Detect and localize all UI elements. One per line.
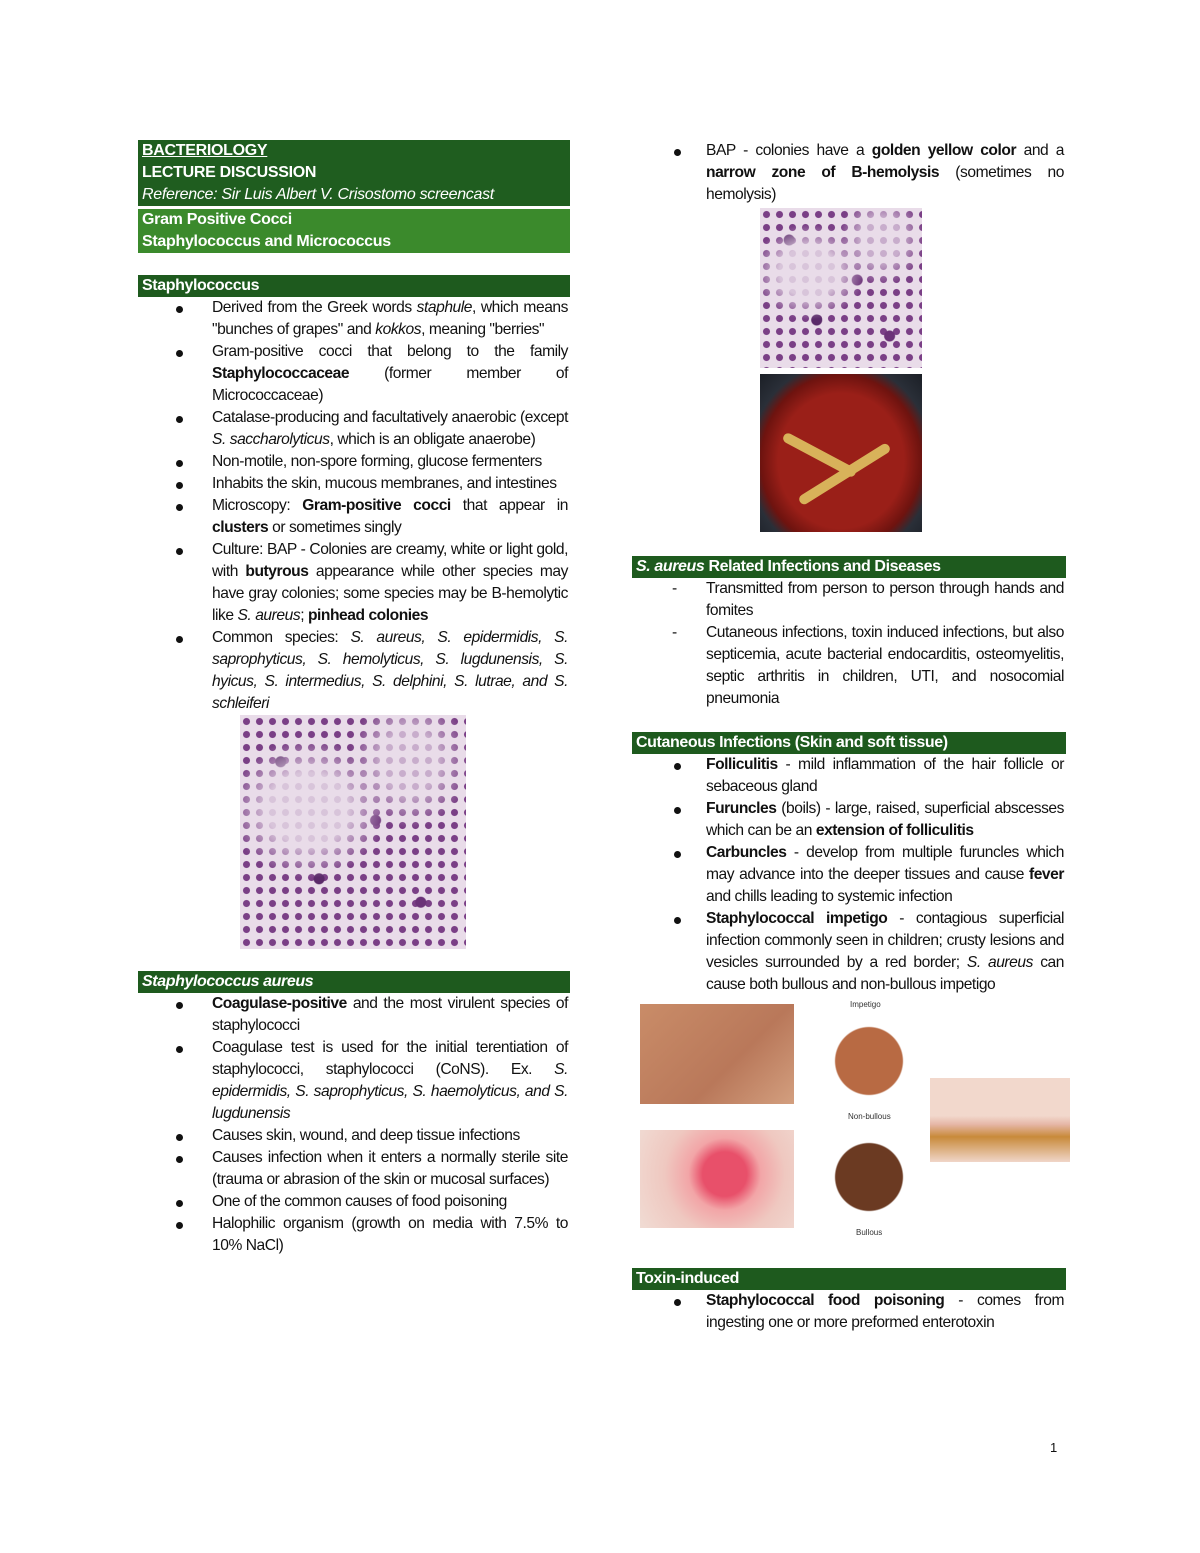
gram-stain-micrograph (240, 715, 466, 949)
bullet-marker (674, 149, 681, 156)
text-run: Inhabits the skin, mucous membranes, and intestines (212, 475, 557, 492)
text-run: Furuncles (706, 800, 777, 817)
list-item (632, 908, 1066, 996)
text-run: narrow zone of B-hemolysis (706, 164, 940, 181)
text-run: butyrous (245, 563, 309, 580)
section-header-cutaneous: Cutaneous Infections (Skin and soft tissue) (632, 732, 1066, 754)
right-column (632, 140, 1066, 1334)
text-run: appearance while other species may have gray colonies; some species may be B-hemolytic like (212, 563, 568, 624)
section-header-staphylococcus: Staphylococcus (138, 275, 570, 297)
child-impetigo-photo (930, 1078, 1070, 1162)
text-run: , which is an obligate anaerobe) (329, 431, 536, 448)
bullet-marker (176, 1200, 183, 1207)
text-run: S. aureus, S. epidermidis, S. saprophyticus, S. hemolyticus, S. lugdunensis, S. hyicus, S. intermedius, S. delphini, S. lutrae, and S. schleiferi (212, 629, 568, 712)
bullet-list (632, 1290, 1066, 1334)
bullet-marker (674, 1299, 681, 1306)
bullet-marker (176, 306, 183, 313)
section-header-staphylococcus-aureus: Staphylococcus aureus (138, 971, 570, 993)
section-header-toxin-induced: Toxin-induced (632, 1268, 1066, 1290)
text-run: Gram-positive cocci (302, 497, 451, 514)
bullet-marker (176, 1002, 183, 1009)
non-bullous-impetigo-photo (820, 1012, 918, 1110)
text-run: S. aureus (966, 954, 1033, 971)
text-run: (former member of Micrococcaceae) (212, 365, 568, 404)
dash-list (632, 578, 1066, 710)
blood-agar-plate-photo (760, 374, 922, 532)
list-item (632, 754, 1066, 798)
text-run: - contagious superficial infection commonly seen in children; crusty lesions and vesicles surrounded by a red border; (706, 910, 1064, 971)
list-item (138, 1037, 570, 1125)
bullet-list (138, 993, 570, 1257)
text-run: Cutaneous infections, toxin induced infections, but also septicemia, acute bacterial endocarditis, osteomyelitis, septic arthritis in children, UTI, and nosocomial pneumonia (706, 624, 1064, 707)
bullet-marker (674, 917, 681, 924)
text-run: BAP - colonies have a (706, 142, 872, 159)
text-run: or sometimes singly (268, 519, 402, 536)
text-run: golden yellow color (871, 142, 1017, 159)
text-run: (boils) - large, raised, superficial abscesses which can be an (706, 800, 1064, 839)
bullet-list (138, 297, 570, 715)
folliculitis-photo (640, 1004, 794, 1104)
text-run: Coagulase-positive (212, 995, 347, 1012)
page-number: 1 (1050, 1440, 1058, 1455)
colony-micrograph (760, 208, 922, 368)
text-run: and a (1016, 142, 1065, 159)
doc-type: LECTURE DISCUSSION (142, 164, 317, 181)
text-run: Staphylococcal impetigo (706, 910, 888, 927)
related-title-italic: S. aureus (636, 558, 705, 575)
text-run: and the most virulent species of staphylococci (212, 995, 568, 1034)
text-run: Coagulase test is used for the initial terentiation of staphylococci, staphylococci (CoNS). Ex. (212, 1039, 568, 1078)
doc-subtopic: Staphylococcus and Micrococcus (142, 233, 391, 250)
bullet-marker (176, 1222, 183, 1229)
dash-marker: - (672, 624, 677, 641)
impetigo-label: Impetigo (850, 1000, 881, 1009)
list-item (632, 842, 1066, 908)
list-item (138, 473, 570, 495)
doc-topic: Gram Positive Cocci (142, 211, 292, 228)
dash-marker: - (672, 580, 677, 597)
text-run: Culture: BAP - Colonies are creamy, white or light gold, with (212, 541, 568, 580)
list-item (138, 451, 570, 473)
list-item (138, 539, 570, 627)
text-run: kokkos (375, 321, 422, 338)
text-run: pinhead colonies (307, 607, 429, 624)
list-item (138, 993, 570, 1037)
bullet-list (632, 754, 1066, 996)
text-run: Halophilic organism (growth on media with 7.5% to 10% NaCl) (212, 1215, 568, 1254)
bullet-marker (674, 851, 681, 858)
text-run: - mild inflammation of the hair follicle or sebaceous gland (706, 756, 1064, 795)
doc-reference: Reference: Sir Luis Albert V. Crisostomo screencast (142, 186, 494, 203)
list-item (632, 578, 1066, 622)
text-run: clusters (212, 519, 269, 536)
text-run: Non-motile, non-spore forming, glucose fermenters (212, 453, 542, 470)
bullous-label: Bullous (856, 1228, 883, 1237)
bullet-marker (176, 1046, 183, 1053)
text-run: Staphylococcal food poisoning (706, 1292, 945, 1309)
bullet-marker (176, 482, 183, 489)
list-item (632, 622, 1066, 710)
bullet-marker (176, 350, 183, 357)
text-run: that appear in (450, 497, 568, 514)
list-item (138, 1147, 570, 1191)
bullet-marker (176, 460, 183, 467)
bullous-impetigo-photo (820, 1128, 918, 1226)
left-column (138, 140, 570, 1257)
text-run: , meaning "berries" (421, 321, 545, 338)
topic-block (138, 209, 570, 253)
list-item (632, 798, 1066, 842)
text-run: Carbuncles (706, 844, 787, 861)
list-item (138, 1191, 570, 1213)
list-item (138, 627, 570, 715)
text-run: ; (300, 607, 308, 624)
text-run: (sometimes no hemolysis) (706, 164, 1064, 203)
text-run: , which means "bunches of grapes" and (212, 299, 568, 338)
text-run: Microscopy: (212, 497, 303, 514)
text-run: - comes from ingesting one or more preformed enterotoxin (706, 1292, 1064, 1331)
bullet-list (632, 140, 1066, 206)
bullet-marker (674, 763, 681, 770)
furuncle-photo (640, 1130, 794, 1228)
title-block (138, 140, 570, 206)
text-run: Staphylococcaceae (212, 365, 350, 382)
bullet-marker (674, 807, 681, 814)
text-run: staphule (416, 299, 473, 316)
text-run: Catalase-producing and facultatively anaerobic (except (212, 409, 568, 426)
related-title-rest: Related Infections and Diseases (704, 558, 941, 575)
list-item (138, 341, 570, 407)
list-item (138, 495, 570, 539)
bullet-marker (176, 1156, 183, 1163)
text-run: One of the common causes of food poisoning (212, 1193, 507, 1210)
list-item (138, 407, 570, 451)
text-run: Causes infection when it enters a normally sterile site (trauma or abrasion of the skin or mucosal surfaces) (212, 1149, 568, 1188)
text-run: Transmitted from person to person through hands and fomites (706, 580, 1064, 619)
text-run: S. epidermidis, S. saprophyticus, S. haemolyticus, and S. lugdunensis (212, 1061, 568, 1122)
impetigo-figure-collage (632, 1000, 1072, 1237)
text-run: fever (1028, 866, 1064, 883)
text-run: Folliculitis (706, 756, 778, 773)
bullet-marker (176, 548, 183, 555)
bullet-marker (176, 504, 183, 511)
text-run: S. saccharolyticus (212, 431, 330, 448)
text-run: Common species: (212, 629, 351, 646)
bullet-marker (176, 1134, 183, 1141)
text-run: can cause both bullous and non-bullous impetigo (706, 954, 1064, 993)
text-run: S. aureus (237, 607, 301, 624)
bullet-marker (176, 636, 183, 643)
non-bullous-label: Non-bullous (848, 1112, 891, 1121)
list-item (138, 1125, 570, 1147)
list-item (138, 297, 570, 341)
list-item (138, 1213, 570, 1257)
doc-subject: BACTERIOLOGY (142, 142, 268, 159)
list-item (632, 1290, 1066, 1334)
text-run: Gram-positive cocci that belong to the family (212, 343, 568, 360)
text-run: extension of folliculitis (815, 822, 974, 839)
text-run: Derived from the Greek words (212, 299, 417, 316)
list-item (632, 140, 1066, 206)
text-run: and chills leading to systemic infection (706, 888, 953, 905)
text-run: - develop from multiple furuncles which may advance into the deeper tissues and cause (706, 844, 1064, 883)
bullet-marker (176, 416, 183, 423)
section-header-related-infections (632, 556, 1066, 578)
text-run: Causes skin, wound, and deep tissue infections (212, 1127, 520, 1144)
